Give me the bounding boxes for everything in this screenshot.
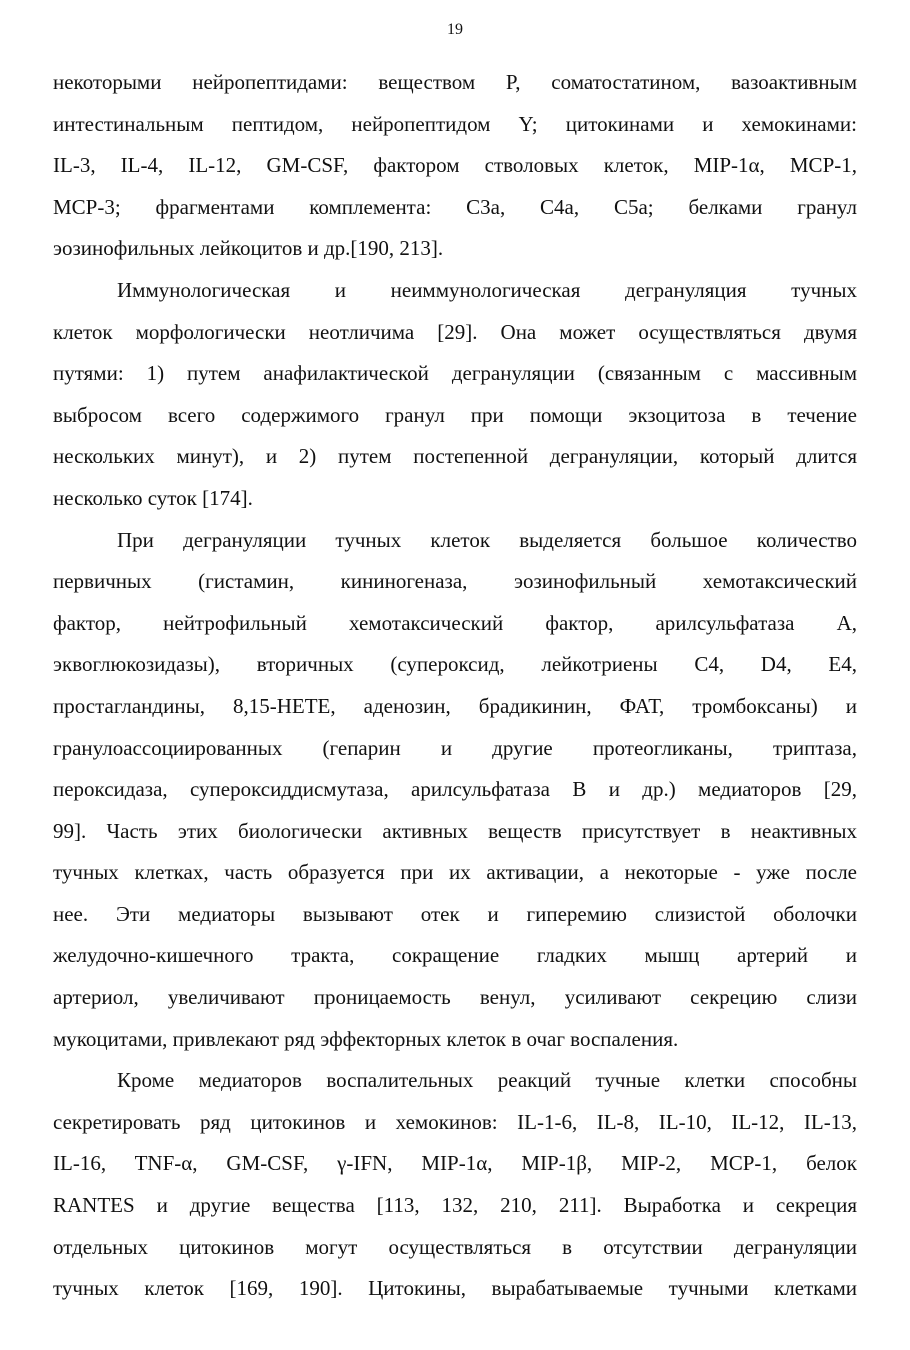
text-line: эозинофильных лейкоцитов и др.[190, 213]. <box>53 236 444 261</box>
text-line: RANTES и другие вещества [113, 132, 210, 211]. Выработка и секреция <box>53 1193 857 1218</box>
text-line: отдельных цитокинов могут осуществляться в отсутствии дегрануляции <box>53 1234 857 1259</box>
text-line: фактор, нейтрофильный хемотаксический фактор, арилсульфатаза А, <box>53 610 857 635</box>
text-line: некоторыми нейропептидами: веществом P, соматостатином, вазоактивным <box>53 70 857 94</box>
text-line: секретировать ряд цитокинов и хемокинов: IL-1-6, IL-8, IL-10, IL-12, IL-13, <box>53 1109 857 1134</box>
text-line: нескольких минут), и 2) путем постепенной дегрануляции, который длится <box>53 444 857 469</box>
paragraph <box>53 1060 857 1310</box>
text-line: несколько суток [174]. <box>53 485 253 510</box>
text-line: желудочно-кишечного тракта, сокращение гладких мышц артерий и <box>53 943 857 968</box>
text-line: тучных клеток [169, 190]. Цитокины, вырабатываемые тучными клетками <box>53 1276 857 1301</box>
text-line: При дегрануляции тучных клеток выделяется большое количество <box>117 527 857 552</box>
text-line: MCP-3; фрагментами комплемента: C3a, C4a, C5a; белками гранул <box>53 194 857 219</box>
text-line: первичных (гистамин, кининогеназа, эозинофильный хемотаксический <box>53 569 857 594</box>
text-line: артериол, увеличивают проницаемость венул, усиливают секрецию слизи <box>53 985 857 1010</box>
text-line: простагландины, 8,15-НЕТЕ, аденозин, брадикинин, ФАТ, тромбоксаны) и <box>53 693 857 718</box>
text-line: эквоглюкозидазы), вторичных (супероксид, лейкотриены С4, D4, Е4, <box>53 652 857 677</box>
paragraph <box>53 520 857 1061</box>
text-line: выбросом всего содержимого гранул при помощи экзоцитоза в течение <box>53 402 857 427</box>
text-line: IL-16, TNF-α, GM-CSF, γ-IFN, MIP-1α, MIP-1β, MIP-2, MCP-1, белок <box>53 1151 857 1176</box>
text-line: пероксидаза, супероксиддисмутаза, арилсульфатаза В и др.) медиаторов [29, <box>53 777 857 802</box>
text-line: 99]. Часть этих биологически активных веществ присутствует в неактивных <box>53 818 857 843</box>
text-line: гранулоассоциированных (гепарин и другие протеогликаны, триптаза, <box>53 735 857 760</box>
paragraph <box>53 62 857 270</box>
text-line: мукоцитами, привлекают ряд эффекторных клеток в очаг воспаления. <box>53 1026 679 1051</box>
text-line: клеток морфологически неотличима [29]. Она может осуществляться двумя <box>53 319 857 344</box>
text-line: тучных клетках, часть образуется при их активации, а некоторые - уже после <box>53 860 857 885</box>
text-line: путями: 1) путем анафилактической дегрануляции (связанным с массивным <box>53 361 857 386</box>
text-line: Иммунологическая и неиммунологическая дегрануляция тучных <box>117 277 857 302</box>
page-number: 19 <box>447 21 463 38</box>
text-line: IL-3, IL-4, IL-12, GM-CSF, фактором стволовых клеток, MIP-1α, MCP-1, <box>53 153 857 178</box>
text-line: интестинальным пептидом, нейропептидом Y; цитокинами и хемокинами: <box>53 111 857 136</box>
body-text <box>53 62 857 1310</box>
paragraph <box>53 270 857 520</box>
text-line: Кроме медиаторов воспалительных реакций тучные клетки способны <box>117 1068 857 1093</box>
text-line: нее. Эти медиаторы вызывают отек и гиперемию слизистой оболочки <box>53 901 857 926</box>
